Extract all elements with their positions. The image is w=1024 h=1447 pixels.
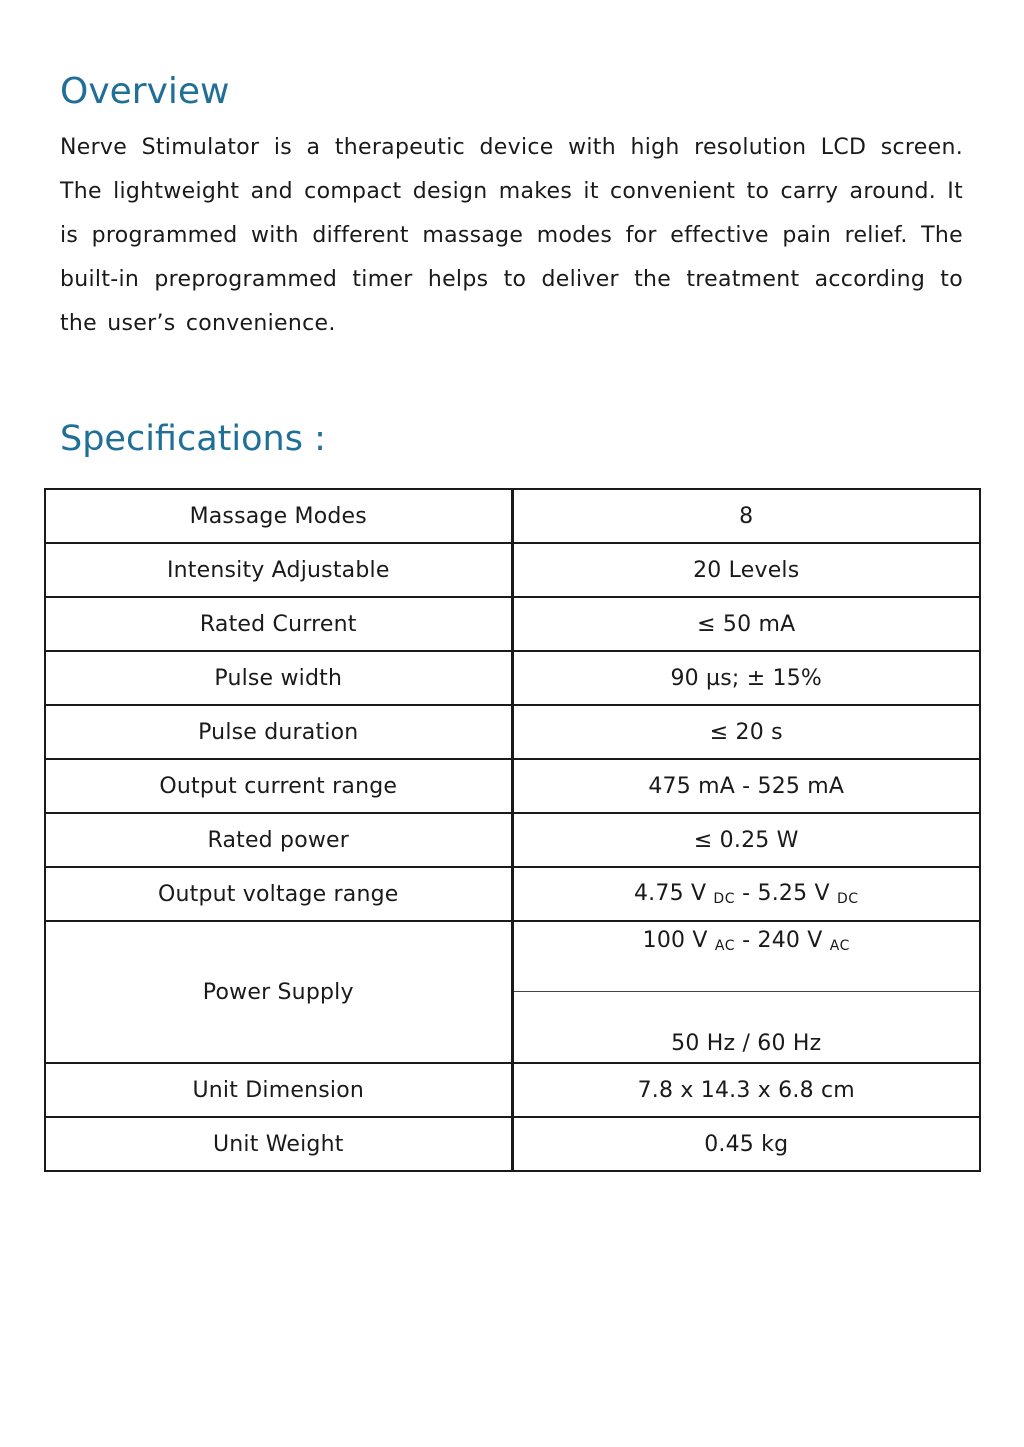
spec-label-pulse-width: Pulse width (45, 651, 512, 705)
voltage-max-unit: DC (836, 891, 859, 907)
spec-label-unit-weight: Unit Weight (45, 1117, 512, 1171)
table-row (45, 651, 980, 705)
table-row (45, 867, 980, 921)
spec-label-massage-modes: Massage Modes (45, 489, 512, 543)
supply-voltage-max: 240 V (757, 928, 823, 953)
table-row (45, 759, 980, 813)
spec-value-output-voltage (512, 867, 980, 921)
spec-label-rated-power: Rated power (45, 813, 512, 867)
spec-label-intensity: Intensity Adjustable (45, 543, 512, 597)
spec-label-output-voltage: Output voltage range (45, 867, 512, 921)
spec-label-unit-dimension: Unit Dimension (45, 1063, 512, 1117)
spec-value-output-current: 475 mA - 525 mA (512, 759, 980, 813)
spec-value-intensity: 20 Levels (512, 543, 980, 597)
range-separator: - (734, 928, 758, 953)
table-row (45, 813, 980, 867)
overview-paragraph: Nerve Stimulator is a therapeutic device with high resolution LCD screen. The lightweight and compact design makes it convenient to carry around. It is programmed with different massage modes for effective pain relief. The built-in preprogrammed timer helps to deliver the treatment according to the user’s convenience. (60, 135, 963, 336)
supply-voltage-max-unit: AC (829, 938, 850, 954)
spec-value-unit-dimension: 7.8 x 14.3 x 6.8 cm (512, 1063, 980, 1117)
supply-voltage-min: 100 V (642, 928, 708, 953)
table-row (45, 1063, 980, 1117)
table-row (45, 921, 980, 992)
table-row (45, 543, 980, 597)
table-row (45, 597, 980, 651)
spec-label-output-current: Output current range (45, 759, 512, 813)
spec-value-unit-weight: 0.45 kg (512, 1117, 980, 1171)
supply-voltage-min-unit: AC (714, 938, 735, 954)
voltage-min-unit: DC (713, 891, 735, 907)
spec-value-pulse-duration: ≤ 20 s (512, 705, 980, 759)
table-row (45, 489, 980, 543)
spec-label-pulse-duration: Pulse duration (45, 705, 512, 759)
spec-value-power-supply-voltage (512, 921, 980, 992)
spec-value-power-supply-frequency: 50 Hz / 60 Hz (512, 992, 980, 1064)
table-row (45, 705, 980, 759)
range-separator: - (734, 881, 758, 906)
table-row (45, 1117, 980, 1171)
overview-heading: Overview (60, 71, 230, 112)
specifications-heading: Specifications : (60, 419, 326, 459)
spec-label-power-supply: Power Supply (45, 921, 512, 1063)
spec-value-massage-modes: 8 (512, 489, 980, 543)
spec-label-rated-current: Rated Current (45, 597, 512, 651)
spec-value-rated-power: ≤ 0.25 W (512, 813, 980, 867)
spec-value-pulse-width: 90 µs; ± 15% (512, 651, 980, 705)
voltage-min: 4.75 V (633, 881, 707, 906)
spec-value-rated-current: ≤ 50 mA (512, 597, 980, 651)
specifications-table (44, 488, 981, 1172)
voltage-max: 5.25 V (757, 881, 830, 906)
